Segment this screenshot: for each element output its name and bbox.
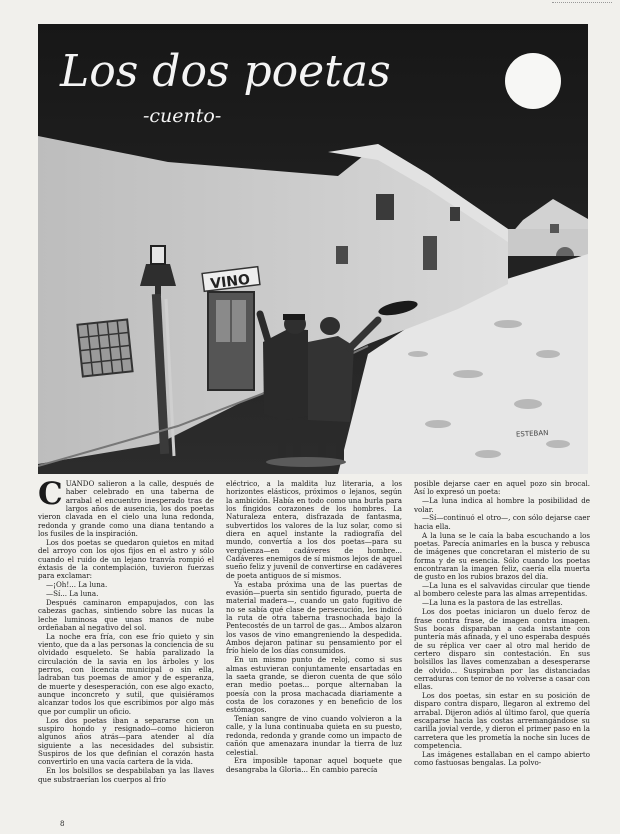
paragraph: Los dos poetas, sin estar en su posición de disparo contra disparo, llegaron al extremo del arrabal. Dijeron adiós al último farol, que quería escaparse hacia las costas arremangándose su carilla jovial verde, y dieron el primer paso en la carretera que les prometía la noche sin luces de competencia. xyxy=(414,691,590,751)
building-door xyxy=(423,236,437,270)
paragraph: Los dos poetas iban a separarse con un suspiro hondo y resignado—como hicieron algunos años atrás—para atender al día siguiente a las necesidades del subsistir. Suspiros de los que definían el corazón hasta convertirlo en una vacía cartera de la vida. xyxy=(38,715,214,767)
text-column-3 xyxy=(414,480,590,820)
paragraph: La noche era fría, con ese frío quieto y sin viento, que da a las personas la conciencia de su olvidado esqueleto. Se había paralizado la circulación de la savia en los árboles y los perros, con licencia municipal o sin ella, ladraban tus poemas de amor y de esperanza, de muerte y desesperación, con ese algo exacto, aunque inconcreto y sutil, que quisiéramos alcanzar todos los que escribimos por algo más que por cumplir un oficio. xyxy=(38,631,214,716)
shop-sign-text: VINO xyxy=(209,271,251,293)
building-window xyxy=(376,194,394,220)
building-window xyxy=(336,246,348,264)
illustration-svg xyxy=(38,24,588,474)
artist-signature: ESTEBAN xyxy=(515,428,549,439)
paragraph: —La luna es el salvavidas circular que tiende al bombero celeste para las almas arrepentidas. xyxy=(414,581,590,599)
wine-shop xyxy=(202,267,260,390)
paragraph: —La luna es la pastora de las estrellas. xyxy=(422,598,563,608)
paragraph: Después caminaron empapujados, con las cabezas gachas, sintiendo sobre las nucas la leche luminosa que unas manos de nube ordeñaban al negativo del sol. xyxy=(38,597,214,632)
story-subtitle: -cuento- xyxy=(143,105,222,127)
paragraph: Tenían sangre de vino cuando volvieron a la calle, y la luna continuaba quieta en su puesto, redonda, redonda y grande como un impacto de cañón que amenazara inundar la tierra de luz celestial. xyxy=(226,714,402,757)
paragraph: CUANDO salieron a la calle, después de haber celebrado en una taberna de arrabal el encuentro inesperado tras de largos años de ausencia, los dos poetas vieron clavada en el cielo una luna redonda, redonda y grande como una diana tentando a los fusiles de la inspiración. xyxy=(38,480,214,539)
paragraph: En un mismo punto de reloj, como si sus almas estuvieran conjuntamente ensartadas en la saeta grande, se dieron cuenta de que sólo eran medio poetas... porque alternaban la poesía con la prosa machacada diariamente a costa de los corazones y en beneficio de los estómagos. xyxy=(226,655,402,715)
dropcap: C xyxy=(38,480,63,512)
paragraph: Las imágenes estallaban en el campo abierto como fastuosas bengalas. La polvo- xyxy=(414,750,590,768)
barred-window xyxy=(77,320,132,377)
paragraph: posible dejarse caer en aquel pozo sin brocal. Así lo expresó un poeta: xyxy=(414,480,590,497)
page-number: 8 xyxy=(60,820,65,828)
first-word-rest: UANDO xyxy=(65,480,95,488)
building-window xyxy=(450,207,460,221)
paragraph: Los dos poetas se quedaron quietos en mitad del arroyo con los ojos fijos en el astro y sólo cuando el ruido de un lejano tranvía rompió el éxtasis de la contemplación, tuvieron fuerzas para exclamar: xyxy=(38,537,214,581)
paragraph: Era imposible taponar aquel boquete que desangraba la Gloria... En cambio parecía xyxy=(226,756,402,774)
paragraph: —¡Oh!... La luna. xyxy=(46,580,108,590)
corner-mark xyxy=(552,2,612,5)
paragraph: —Sí... La luna. xyxy=(46,588,99,598)
paragraph: —Sí—continuó el otro—, con sólo dejarse caer hacia ella. xyxy=(414,513,590,531)
paragraph: eléctrico, a la maldita luz literaria, a los horizontes elásticos, próximos o lejanos, según la ambición. Había en todo como una burla para los fingidos corazones de los hombres. La Naturaleza entera, disfrazada de fantasma, subvertidos los valores de la luz solar, como si diera en aquel instante la radiografía del mundo, convertía a los dos poetas—para su vergüenza—en cadáveres de hombre... Cadáveres enemigos de sí mismos lejos de aquel sueño feliz y juvenil de convertirse en cadáveres de poeta antiguos de sí mismos. xyxy=(226,480,402,580)
paragraph: Ya estaba próxima una de las puertas de evasión—puerta sin sentido figurado, puerta de material madera—, cuando un gato fugitivo de no se sabía qué clase de persecución, les indicó la ruta de otra taberna trasnochada bajo la Pentecostés de un tarrol de gas... Ambos alzaron los vasos de vino emangreniendo la despedida. Ambos dejaron patinar su pensamiento por el frío hielo de los días consumidos. xyxy=(226,579,402,656)
text-column-1 xyxy=(38,480,214,820)
paragraph: —La luna indica al hombre la posibilidad de volar. xyxy=(414,496,590,514)
moon xyxy=(505,53,561,109)
paragraph: A la luna se le caía la baba escuchando a los poetas. Parecía animarles en la busca y rebusca de imágenes que concretaran el misterio de su forma y de su esencia. Sólo cuando los poetas encontraran la imagen feliz, caería ella muerta de gusto en los rubios brazos del día. xyxy=(414,530,590,582)
story-illustration xyxy=(38,24,588,474)
article-body xyxy=(38,480,590,820)
paragraph: Los dos poetas iniciaron un duelo feroz de frase contra frase, de imagen contra imagen. Sus bocas disparaban a cada instante con puntería más afinada, y el uno esperaba después de su réplica ver caer al otro mal herido de certero disparo sin contestación. En sus bolsillos las llaves comenzaban a desesperarse de olvido... Suspiraban por las distanciadas cerraduras con temor de no volverse a casar con ellas. xyxy=(414,607,590,692)
story-title: Los dos poetas xyxy=(60,46,391,97)
paragraph: En los bolsillos se despabilaban ya las llaves que substraerían los cuerpos al frío xyxy=(38,766,214,784)
text-column-2 xyxy=(226,480,402,820)
